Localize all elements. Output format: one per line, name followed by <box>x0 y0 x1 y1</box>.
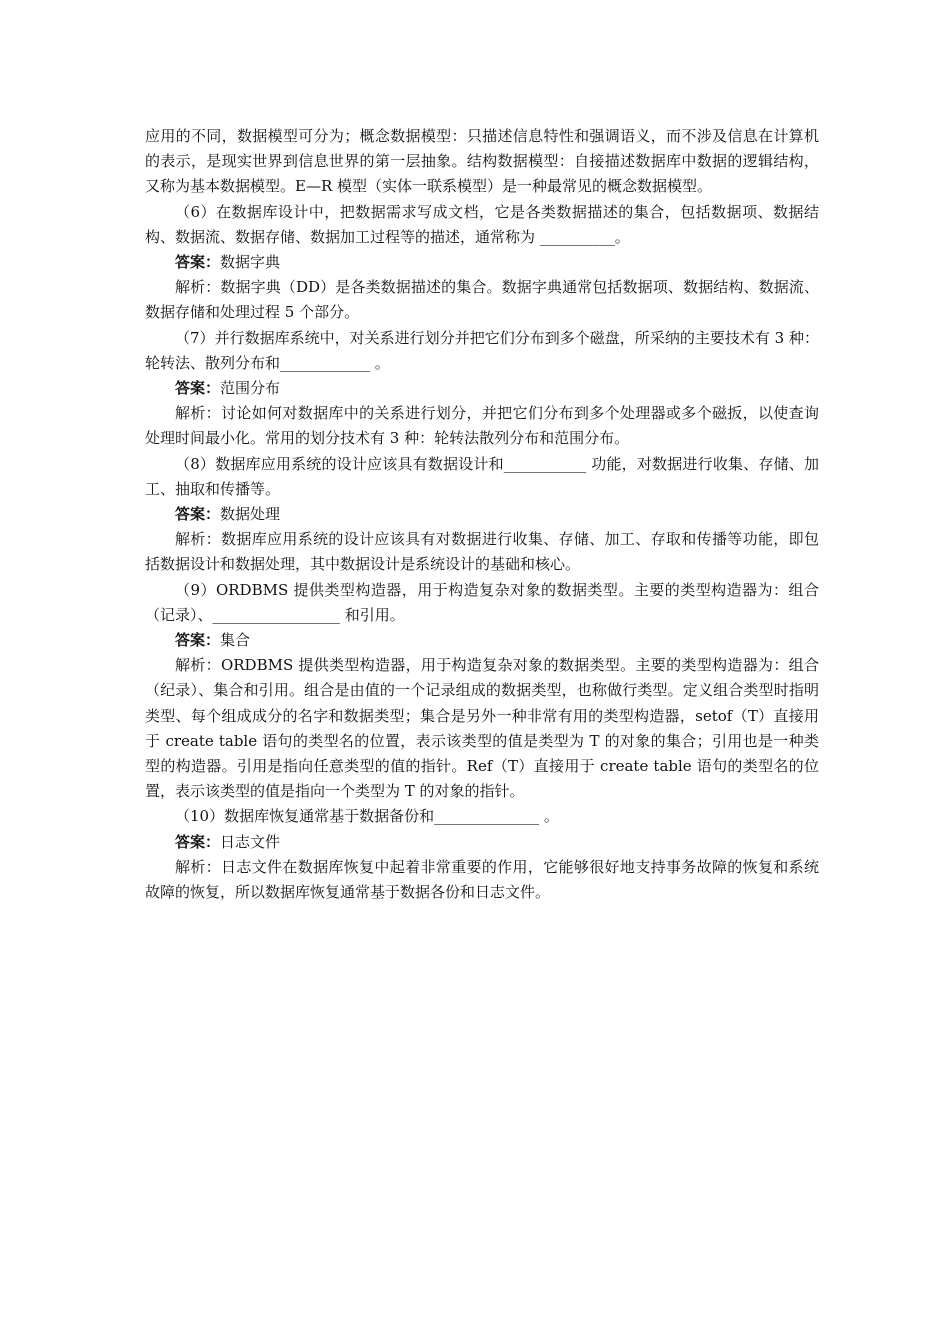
question-text: （7）并行数据库系统中，对关系进行划分并把它们分布到多个磁盘，所采纳的主要技术有 3 种：轮转法、散列分布和____________ 。 <box>145 328 819 372</box>
answer-line <box>145 628 819 653</box>
answer-label: 答案： <box>175 253 221 272</box>
question-block-9 <box>145 578 819 805</box>
answer-line <box>145 502 819 527</box>
answer-line <box>145 376 819 401</box>
answer-text: 数据字典 <box>220 253 281 272</box>
question-block-10 <box>145 804 819 905</box>
analysis-text: 解析：数据字典（DD）是各类数据描述的集合。数据字典通常包括数据项、数据结构、数据流、数据存储和处理过程 5 个部分。 <box>145 278 819 322</box>
answer-label: 答案： <box>175 631 221 650</box>
question-text: （8）数据库应用系统的设计应该具有数据设计和___________ 功能，对数据进行收集、存储、加工、抽取和传播等。 <box>145 454 819 498</box>
answer-label: 答案： <box>175 505 221 524</box>
analysis-text: 解析：讨论如何对数据库中的关系进行划分，并把它们分布到多个处理器或多个磁扳，以使查询处理时间最小化。常用的划分技术有 3 种：轮转法散列分布和范围分布。 <box>145 404 819 448</box>
question-text: （10）数据库恢复通常基于数据备份和______________ 。 <box>175 807 559 826</box>
answer-text: 日志文件 <box>220 832 281 851</box>
analysis-text: 解析：数据库应用系统的设计应该具有对数据进行收集、存储、加工、存取和传播等功能，即包括数据设计和数据处理，其中数据设计是系统设计的基础和核心。 <box>145 530 819 574</box>
answer-text: 范围分布 <box>220 379 281 398</box>
question-text: （6）在数据库设计中，把数据需求写成文档，它是各类数据描述的集合，包括数据项、数据结构、数据流、数据存储、数据加工过程等的描述，通常称为 __________。 <box>145 202 819 246</box>
answer-text: 数据处理 <box>220 505 281 524</box>
document-body <box>145 124 819 905</box>
question-block-8 <box>145 452 819 578</box>
answer-text: 集合 <box>220 631 251 650</box>
intro-paragraph: 应用的不同，数据模型可分为；概念数据模型：只描述信息特性和强调语义，而不涉及信息在计算机的表示，是现实世界到信息世界的第一层抽象。结构数据模型：自接描述数据库中数据的逻辑结构，又称为基本数据模型。E—R 模型（实体一联系模型）是一种最常见的概念数据模型。 <box>145 127 819 196</box>
analysis-text: 解析：ORDBMS 提供类型构造器，用于构造复杂对象的数据类型。主要的类型构造器为：组合（纪录）、集合和引用。组合是由值的一个记录组成的数据类型，也称做行类型。定义组合类型时指明类型、每个组成成分的名字和数据类型；集合是另外一种非常有用的类型构造器，setof（T）直接用于 create table 语句的类型名的位置，表示该类型的值是类型为 T 的对象的集合；引用也是一种类型的构造器。引用是指向任意类型的值的指针。Ref（T）直接用于 create table 语句的类型名的位置，表示该类型的值是指向一个类型为 T 的对象的指针。 <box>145 656 819 801</box>
answer-label: 答案： <box>175 832 221 851</box>
question-block-6 <box>145 200 819 326</box>
answer-label: 答案： <box>175 379 221 398</box>
answer-line <box>145 250 819 275</box>
answer-line <box>145 830 819 855</box>
analysis-text: 解析：日志文件在数据库恢复中起着非常重要的作用，它能够很好地支持事务故障的恢复和系统故障的恢复，所以数据库恢复通常基于数据各份和日志文件。 <box>145 857 819 902</box>
question-text: （9）ORDBMS 提供类型构造器，用于构造复杂对象的数据类型。主要的类型构造器为：组合（记录）、_________________ 和引用。 <box>145 580 819 624</box>
question-block-7 <box>145 326 819 452</box>
